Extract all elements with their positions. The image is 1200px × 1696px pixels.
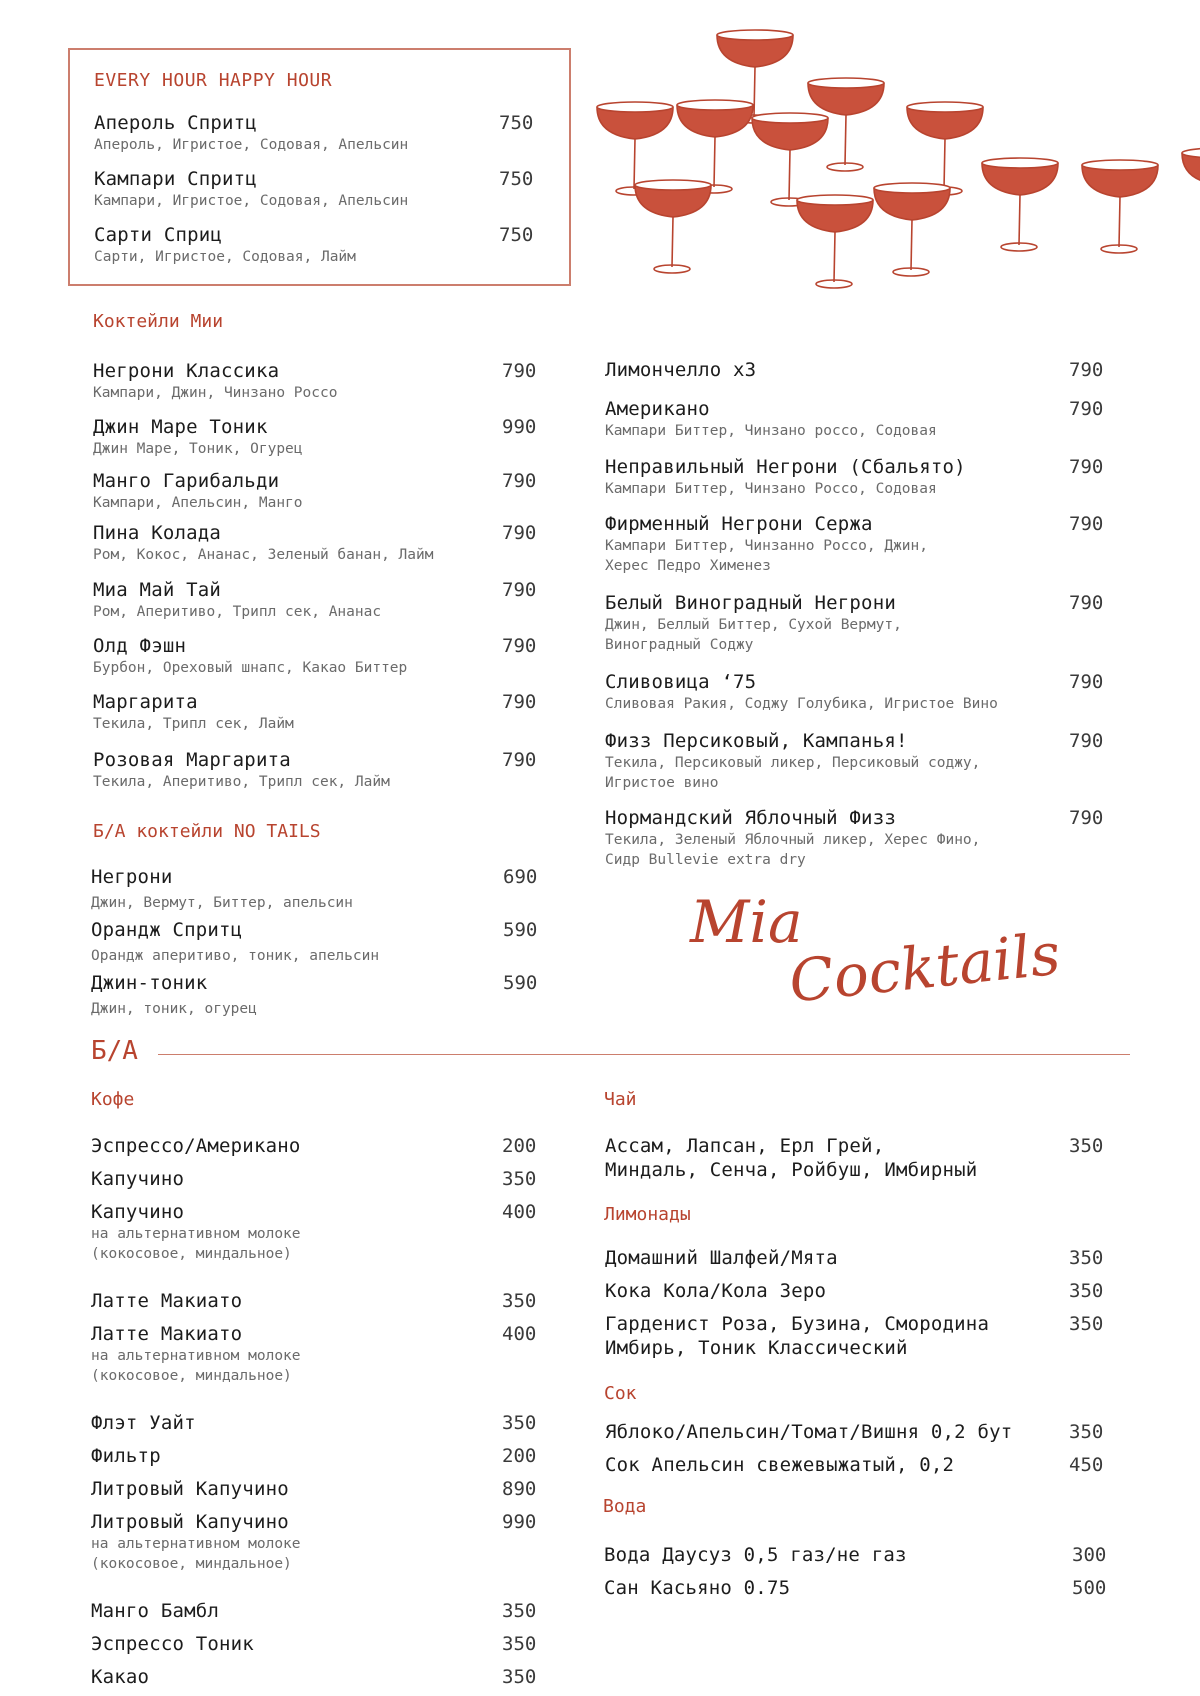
coupe-glasses-illustration [590, 25, 1200, 290]
logo-line-1: Mia [690, 888, 803, 956]
item-name: Лимончелло х3 [605, 359, 757, 381]
menu-item [91, 1322, 537, 1386]
item-name: Гарденист Роза, Бузина, Смородина [605, 1313, 990, 1335]
item-desc: Бурбон, Ореховый шнапс, Какао Биттер [93, 660, 408, 676]
item-desc: Текила, Трипл сек, Лайм [93, 716, 294, 732]
item-desc: на альтернативном молоке [91, 1536, 301, 1552]
item-price: 690 [503, 866, 538, 888]
item-price: 350 [502, 1412, 537, 1434]
item-price: 790 [502, 522, 537, 544]
item-price: 200 [502, 1135, 537, 1157]
item-price: 350 [502, 1290, 537, 1312]
item-price: 200 [502, 1445, 537, 1467]
item-price: 400 [502, 1201, 537, 1223]
coupe-glass-icon [982, 158, 1058, 251]
item-price: 350 [502, 1600, 537, 1622]
item-desc: Ром, Аперитиво, Трипл сек, Ананас [93, 604, 382, 620]
item-desc: Апероль, Игристое, Содовая, Апельсин [94, 137, 409, 153]
menu-item [605, 1453, 1104, 1477]
item-price: 790 [502, 635, 537, 657]
menu-item [91, 865, 538, 913]
menu-item [91, 1632, 537, 1656]
item-price: 450 [1069, 1454, 1104, 1476]
item-name: Орандж Спритц [91, 919, 243, 941]
item-desc: Кампари, Апельсин, Манго [93, 495, 303, 511]
item-price: 350 [502, 1666, 537, 1688]
coupe-glass-icon [752, 113, 828, 206]
item-price: 350 [502, 1633, 537, 1655]
item-name: Белый Виноградный Негрони [605, 592, 896, 614]
item-name: Сок Апельсин свежевыжатый, 0,2 [605, 1454, 955, 1476]
item-price: 790 [1069, 730, 1104, 752]
menu-item [605, 1246, 1104, 1270]
item-desc: Кампари Биттер, Чинзанно Россо, Джин, [605, 538, 929, 554]
menu-item [605, 512, 1104, 576]
item-name: Ассам, Лапсан, Ерл Грей, [605, 1135, 885, 1157]
item-name: Кампари Спритц [94, 168, 257, 190]
item-desc: Кампари, Игристое, Содовая, Апельсин [94, 193, 409, 209]
item-desc-line-2: Игристое вино [605, 775, 719, 791]
item-name: Флэт Уайт [91, 1412, 196, 1434]
item-price: 890 [502, 1478, 537, 1500]
lemonades-section-title: Лимонады [604, 1204, 691, 1225]
item-price: 350 [1069, 1247, 1104, 1269]
menu-item [604, 1543, 1107, 1567]
item-price: 590 [503, 972, 538, 994]
menu-item [605, 1312, 1104, 1360]
item-price: 400 [502, 1323, 537, 1345]
item-price: 790 [1069, 398, 1104, 420]
coupe-glass-icon [677, 100, 753, 193]
item-desc: Сливовая Ракия, Соджу Голубика, Игристое Вино [605, 696, 998, 712]
menu-item [605, 1279, 1104, 1303]
menu-item [93, 359, 537, 403]
item-price: 790 [502, 691, 537, 713]
item-name: Латте Макиато [91, 1323, 243, 1345]
item-price: 990 [502, 1511, 537, 1533]
menu-item [91, 971, 538, 1019]
item-name: Манго Бамбл [91, 1600, 220, 1622]
item-desc: Джин, Вермут, Биттер, апельсин [91, 895, 353, 911]
menu-item [604, 1576, 1107, 1600]
menu-item [91, 1510, 537, 1574]
item-name: Какао [91, 1666, 150, 1688]
item-desc-line-2: (кокосовое, миндальное) [91, 1556, 292, 1572]
menu-item [605, 397, 1104, 441]
menu-item [91, 1167, 537, 1191]
item-name: Негрони [91, 866, 173, 888]
item-name: Манго Гарибальди [93, 470, 280, 492]
menu-item [605, 591, 1104, 655]
menu-item [91, 1665, 537, 1689]
menu-item [91, 1134, 537, 1158]
item-desc-line-2: (кокосовое, миндальное) [91, 1368, 292, 1384]
item-desc: на альтернативном молоке [91, 1348, 301, 1364]
menu-item [93, 521, 537, 565]
menu-item [605, 729, 1104, 793]
item-name: Фирменный Негрони Сержа [605, 513, 873, 535]
item-name: Капучино [91, 1168, 185, 1190]
item-desc: Кампари, Джин, Чинзано Россо [93, 385, 338, 401]
ba-section-title: Б/А [91, 1036, 138, 1066]
item-price: 500 [1072, 1577, 1107, 1599]
item-name: Апероль Спритц [94, 112, 257, 134]
item-price: 350 [1069, 1280, 1104, 1302]
item-name: Сан Касьяно 0.75 [604, 1577, 791, 1599]
item-desc: Джин, Беллый Биттер, Сухой Вермут, [605, 617, 902, 633]
item-desc: Текила, Аперитиво, Трипл сек, Лайм [93, 774, 390, 790]
item-name: Олд Фэшн [93, 635, 187, 657]
item-price: 790 [1069, 456, 1104, 478]
menu-item [91, 1411, 537, 1435]
no-tails-section-title: Б/А коктейли NO TAILS [93, 821, 321, 842]
menu-item [91, 918, 538, 966]
juice-section-title: Сок [604, 1383, 637, 1404]
item-desc: Джин Маре, Тоник, Огурец [93, 441, 303, 457]
item-price: 750 [499, 168, 534, 190]
happy-hour-title: EVERY HOUR HAPPY HOUR [94, 70, 333, 91]
item-name: Джин Маре Тоник [93, 416, 268, 438]
water-section-title: Вода [603, 1496, 647, 1517]
item-price: 350 [1069, 1421, 1104, 1443]
item-name: Домашний Шалфей/Мята [605, 1247, 838, 1269]
menu-item [93, 415, 537, 459]
item-desc: Кампари Биттер, Чинзано Россо, Содовая [605, 481, 937, 497]
item-name: Фильтр [91, 1445, 161, 1467]
menu-item [93, 578, 537, 622]
menu-item [91, 1444, 537, 1468]
item-name: Яблоко/Апельсин/Томат/Вишня 0,2 бут [605, 1421, 1013, 1443]
menu-item [91, 1477, 537, 1501]
item-desc: Джин, тоник, огурец [91, 1001, 257, 1017]
item-desc: Текила, Зеленый Яблочный ликер, Херес Фино, [605, 832, 981, 848]
item-name-line-2: Имбирь, Тоник Классический [605, 1337, 908, 1359]
ba-divider [158, 1054, 1130, 1055]
item-desc-line-2: (кокосовое, миндальное) [91, 1246, 292, 1262]
item-name: Розовая Маргарита [93, 749, 291, 771]
item-name-line-2: Миндаль, Сенча, Ройбуш, Имбирный [605, 1159, 978, 1181]
menu-item [93, 748, 537, 792]
coupe-glass-icon [874, 183, 950, 276]
item-price: 300 [1072, 1544, 1107, 1566]
menu-item [91, 1289, 537, 1313]
menu-item [94, 167, 534, 211]
item-desc: Текила, Персиковый ликер, Персиковый соджу, [605, 755, 981, 771]
item-desc: Орандж аперитиво, тоник, апельсин [91, 948, 380, 964]
coupe-glass-icon [797, 195, 873, 288]
tea-section-title: Чай [604, 1089, 637, 1110]
item-name: Сарти Сприц [94, 224, 223, 246]
item-price: 790 [1069, 671, 1104, 693]
menu-item [605, 1134, 1104, 1182]
item-desc-line-2: Херес Педро Хименез [605, 558, 771, 574]
menu-item [605, 670, 1104, 714]
item-price: 790 [502, 360, 537, 382]
item-name: Кока Кола/Кола Зеро [605, 1280, 827, 1302]
menu-item [93, 469, 537, 513]
item-price: 990 [502, 416, 537, 438]
coupe-glass-icon [635, 180, 711, 273]
item-price: 790 [502, 749, 537, 771]
item-name: Вода Даусуз 0,5 газ/не газ [604, 1544, 907, 1566]
menu-item [91, 1200, 537, 1264]
item-name: Латте Макиато [91, 1290, 243, 1312]
item-price: 750 [499, 112, 534, 134]
item-name: Джин-тоник [91, 972, 208, 994]
logo-line-2: Cocktails [786, 919, 1064, 1016]
item-desc-line-2: Виноградный Соджу [605, 637, 754, 653]
item-price: 790 [502, 470, 537, 492]
item-desc-line-2: Сидр Bullevie extra dry [605, 852, 806, 868]
item-desc: на альтернативном молоке [91, 1226, 301, 1242]
item-price: 790 [1069, 359, 1104, 381]
menu-item [93, 634, 537, 678]
item-name: Неправильный Негрони (Сбальято) [605, 456, 966, 478]
menu-item [94, 111, 534, 155]
menu-item [605, 806, 1104, 870]
item-name: Нормандский Яблочный Физз [605, 807, 896, 829]
item-name: Миа Май Тай [93, 579, 222, 601]
item-desc: Кампари Биттер, Чинзано россо, Содовая [605, 423, 937, 439]
item-name: Пина Колада [93, 522, 222, 544]
item-name: Сливовица ‘75 [605, 671, 757, 693]
item-price: 350 [1069, 1313, 1104, 1335]
cocktails-section-title: Коктейли Мии [93, 311, 224, 332]
menu-item [91, 1599, 537, 1623]
item-price: 790 [502, 579, 537, 601]
menu-item [93, 690, 537, 734]
coffee-section-title: Кофе [91, 1089, 135, 1110]
item-price: 790 [1069, 807, 1104, 829]
menu-item [605, 358, 1104, 382]
item-desc: Сарти, Игристое, Содовая, Лайм [94, 249, 356, 265]
item-name: Литровый Капучино [91, 1478, 289, 1500]
coupe-glass-icon [1182, 148, 1200, 241]
menu-item [94, 223, 534, 267]
item-name: Американо [605, 398, 710, 420]
item-name: Физз Персиковый, Кампанья! [605, 730, 908, 752]
item-price: 350 [1069, 1135, 1104, 1157]
item-name: Негрони Классика [93, 360, 280, 382]
item-name: Капучино [91, 1201, 185, 1223]
coupe-glass-icon [907, 102, 983, 195]
item-name: Литровый Капучино [91, 1511, 289, 1533]
item-price: 790 [1069, 513, 1104, 535]
item-price: 590 [503, 919, 538, 941]
menu-item [605, 1420, 1104, 1444]
item-name: Эспрессо/Американо [91, 1135, 301, 1157]
item-name: Маргарита [93, 691, 198, 713]
item-desc: Ром, Кокос, Ананас, Зеленый банан, Лайм [93, 547, 434, 563]
item-price: 750 [499, 224, 534, 246]
item-price: 790 [1069, 592, 1104, 614]
coupe-glass-icon [1082, 160, 1158, 253]
menu-item [605, 455, 1104, 499]
item-price: 350 [502, 1168, 537, 1190]
item-name: Эспрессо Тоник [91, 1633, 254, 1655]
